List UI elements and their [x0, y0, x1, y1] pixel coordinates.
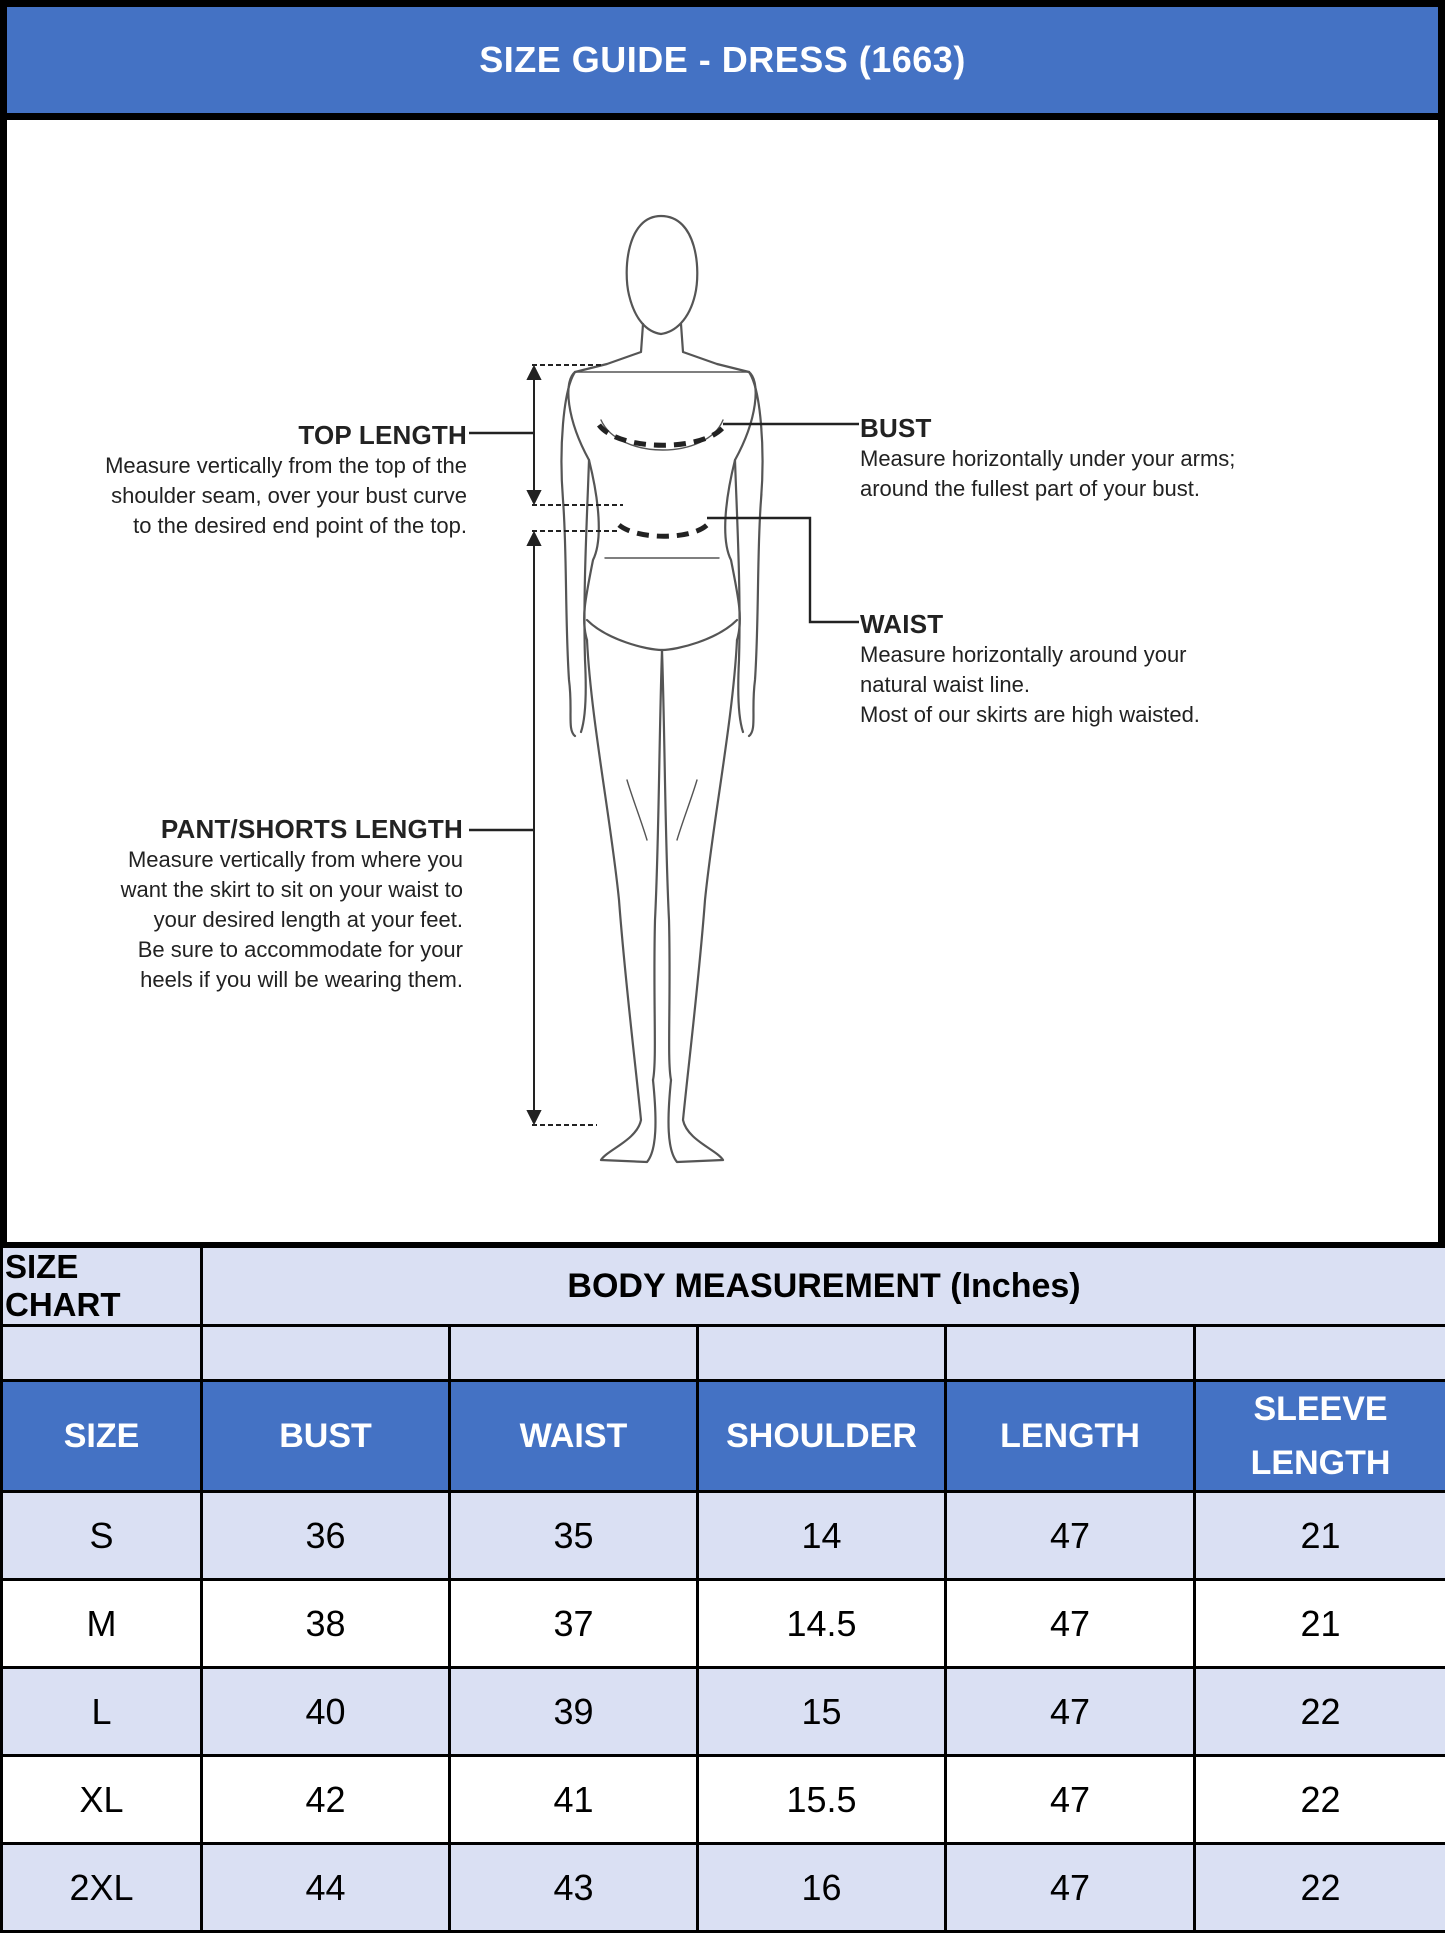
table-header-row	[2, 1381, 1445, 1492]
cell-length: 47	[946, 1668, 1195, 1756]
waist-leader	[707, 518, 859, 622]
bust-line-1: Measure horizontally under your arms;	[860, 444, 1380, 474]
table-row	[2, 1492, 1445, 1580]
pant-length-callout	[27, 814, 463, 995]
cell-waist: 41	[450, 1756, 698, 1844]
pant-length-title: PANT/SHORTS LENGTH	[27, 814, 463, 845]
cell-bust: 36	[202, 1492, 450, 1580]
size-chart-table-wrap	[0, 1245, 1445, 1931]
waist-title: WAIST	[860, 609, 1380, 640]
cell-size: S	[2, 1492, 202, 1580]
bust-dashed-line	[599, 425, 725, 445]
table-caption-row	[2, 1247, 1445, 1326]
table-row	[2, 1580, 1445, 1668]
size-chart-label: SIZE CHART	[2, 1247, 202, 1326]
top-length-line-3: to the desired end point of the top.	[47, 511, 467, 541]
cell-size: 2XL	[2, 1844, 202, 1932]
cell-length: 47	[946, 1756, 1195, 1844]
head-outline	[627, 216, 698, 334]
cell-bust: 40	[202, 1668, 450, 1756]
waist-callout	[860, 609, 1380, 730]
pant-length-line-2: want the skirt to sit on your waist to	[27, 875, 463, 905]
pant-length-line-3: your desired length at your feet.	[27, 905, 463, 935]
cell-bust: 38	[202, 1580, 450, 1668]
left-leg	[587, 640, 655, 1162]
cell-shoulder: 15.5	[698, 1756, 946, 1844]
waist-dashed-line	[619, 525, 707, 536]
right-leg	[669, 640, 737, 1162]
cell-length: 47	[946, 1580, 1195, 1668]
waist-line-2: natural waist line.	[860, 670, 1380, 700]
left-arm	[562, 372, 576, 736]
cell-shoulder: 16	[698, 1844, 946, 1932]
cell-sleeve-length: 21	[1195, 1580, 1445, 1668]
table-row	[2, 1844, 1445, 1932]
table-spacer-row	[2, 1326, 1445, 1381]
top-length-line-1: Measure vertically from the top of the	[47, 451, 467, 481]
header-bar	[7, 7, 1438, 113]
top-length-line-2: shoulder seam, over your bust curve	[47, 481, 467, 511]
cell-waist: 35	[450, 1492, 698, 1580]
cell-shoulder: 14	[698, 1492, 946, 1580]
cell-size: XL	[2, 1756, 202, 1844]
cell-bust: 44	[202, 1844, 450, 1932]
bust-title: BUST	[860, 413, 1380, 444]
pant-length-line-4: Be sure to accommodate for your	[27, 935, 463, 965]
right-arm	[749, 372, 763, 736]
pant-length-line-5: heels if you will be wearing them.	[27, 965, 463, 995]
cell-shoulder: 15	[698, 1668, 946, 1756]
top-length-title: TOP LENGTH	[47, 420, 467, 451]
cell-sleeve-length: 22	[1195, 1668, 1445, 1756]
cell-shoulder: 14.5	[698, 1580, 946, 1668]
size-chart-table	[0, 1245, 1445, 1933]
bust-line-2: around the fullest part of your bust.	[860, 474, 1380, 504]
cell-length: 47	[946, 1844, 1195, 1932]
waist-line-3: Most of our skirts are high waisted.	[860, 700, 1380, 730]
bust-callout	[860, 413, 1380, 504]
page-title: SIZE GUIDE - DRESS (1663)	[479, 39, 966, 81]
header-length: LENGTH	[946, 1381, 1195, 1492]
header-bust: BUST	[202, 1381, 450, 1492]
header-size: SIZE	[2, 1381, 202, 1492]
cell-waist: 43	[450, 1844, 698, 1932]
body-measurement-label: BODY MEASUREMENT (Inches)	[202, 1247, 1445, 1326]
cell-length: 47	[946, 1492, 1195, 1580]
cell-size: L	[2, 1668, 202, 1756]
header-sleeve-length: SLEEVE LENGTH	[1195, 1381, 1445, 1492]
waist-line-1: Measure horizontally around your	[860, 640, 1380, 670]
top-length-callout	[47, 420, 467, 541]
cell-sleeve-length: 21	[1195, 1492, 1445, 1580]
cell-waist: 37	[450, 1580, 698, 1668]
measurement-diagram	[7, 120, 1438, 1242]
table-row	[2, 1668, 1445, 1756]
table-row	[2, 1756, 1445, 1844]
cell-sleeve-length: 22	[1195, 1844, 1445, 1932]
header-waist: WAIST	[450, 1381, 698, 1492]
header-shoulder: SHOULDER	[698, 1381, 946, 1492]
cell-size: M	[2, 1580, 202, 1668]
cell-bust: 42	[202, 1756, 450, 1844]
cell-sleeve-length: 22	[1195, 1756, 1445, 1844]
cell-waist: 39	[450, 1668, 698, 1756]
pant-length-line-1: Measure vertically from where you	[27, 845, 463, 875]
